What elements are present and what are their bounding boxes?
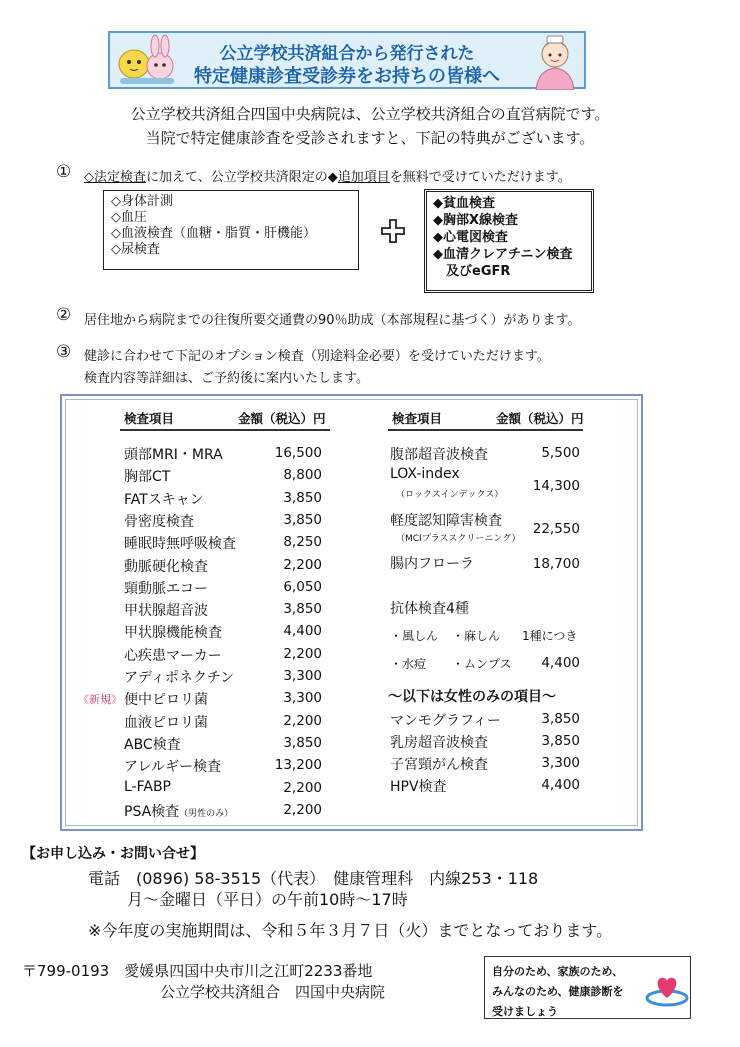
exam-price: 3,300 [283,690,322,706]
antibody-price-note: 1種につき [522,629,578,643]
exam-price: 3,850 [541,711,580,727]
additional-item: ◆心電図検査 [433,230,508,245]
exam-name [124,466,170,486]
standard-items-box [103,190,359,270]
hospital-name: 公立学校共済組合 四国中央病院 [160,983,386,1001]
exam-price: 16,500 [274,445,322,461]
antibody-item: ・麻しん [452,629,501,643]
right-header-rule [388,429,583,431]
right-header-price: 金額（税込）円 [496,411,584,426]
exam-name [124,622,222,642]
exam-price: 18,700 [532,556,580,572]
contact-heading: 【お申し込み・お問い合せ】 [22,846,204,862]
exam-name-text: アレルギー検査 [124,759,222,775]
exam-name: HPV検査 [390,779,447,795]
women-only-title: ～以下は女性のみの項目～ [388,689,556,705]
exam-name [124,667,234,687]
standard-item: ◇血圧 [111,210,147,225]
exam-price: 2,200 [283,557,322,573]
right-header-item: 検査項目 [392,411,443,426]
exam-name [124,645,222,665]
exam-name: 軽度認知障害検査 [390,513,502,529]
exam-name [124,556,208,576]
plus-icon [380,218,406,244]
banner-line-2: 特定健康診査受診券をお持ちの皆様へ [194,66,500,87]
exam-name-text: 頸動脈エコー [124,581,208,597]
exam-name: 腹部超音波検査 [390,447,488,463]
slogan-line-1: 自分のため、家族のため、 [492,965,624,978]
slogan-line-3: 受けましょう [492,1005,558,1018]
exam-price: 2,200 [283,780,322,796]
exam-note: （ロックスインデックス） [396,490,504,500]
antibody-price: 4,400 [541,655,580,671]
exam-name [124,779,171,795]
heart-icon [644,972,690,1010]
exam-name [124,533,236,553]
additional-item: ◆血清クレアチニン検査 [433,247,573,262]
antibody-item: ・水痘 [390,657,427,671]
additional-item: ◆胸部X線検査 [433,213,519,228]
exam-price: 3,300 [283,668,322,684]
banner-line-1: 公立学校共済組合から発行された [219,44,475,64]
exam-price: 8,250 [283,534,322,550]
standard-item: ◇尿検査 [111,242,160,257]
exam-price: 2,200 [283,646,322,662]
standard-item: ◇血液検査（血糖・脂質・肝機能） [111,226,316,241]
left-header-item: 検査項目 [124,411,175,426]
exam-note: （男性のみ） [179,809,234,819]
phone-line: 電話 (0896) 58-3515（代表） 健康管理科 内線253・118 [88,869,539,888]
exam-name: 乳房超音波検査 [390,735,488,751]
exam-name [124,712,208,732]
exam-name-text: 心疾患マーカー [124,648,222,664]
additional-items-box [424,189,594,293]
exam-price: 14,300 [532,478,580,494]
exam-name-text: 血液ピロリ菌 [124,715,208,731]
exam-name-text: 胸部CT [124,469,171,485]
exam-name-text: PSA検査 [124,804,180,820]
exam-name-text: 動脈硬化検査 [124,559,208,575]
exam-name-text: 甲状腺超音波 [124,603,208,619]
exam-price: 3,850 [541,733,580,749]
exam-name: LOX-index [390,466,460,482]
exam-note: （MCIプラススクリーニング） [396,534,521,544]
standard-exam-label: ◇法定検査 [84,170,146,185]
exam-name-text: L-FABP [124,779,171,795]
mascot-characters-icon [112,34,182,86]
exam-price: 3,850 [283,490,322,506]
exam-price: 22,550 [532,521,580,537]
benefit-2-text: 居住地から病院までの往復所要交通費の90％助成（本部規程に基づく）があります。 [84,313,581,328]
exam-name [124,511,194,531]
exam-name-text: 便中ピロリ菌 [124,692,208,708]
exam-price: 5,500 [541,445,580,461]
benefit-3-line-1: 健診に合わせて下記のオプション検査（別途料金必要）を受けていただけます。 [84,349,550,364]
exam-price: 8,800 [283,467,322,483]
exam-price: 3,850 [283,512,322,528]
exam-name [124,444,223,464]
exam-name-text: 骨密度検査 [124,514,194,530]
slogan-line-2: みんなのため、健康診断を [492,985,624,998]
new-badge: 《新規》 [78,693,122,706]
exam-price: 13,200 [274,757,322,773]
exam-name-text: ABC検査 [124,737,181,753]
exam-name [124,489,204,509]
exam-name: マンモグラフィー [390,713,501,729]
exam-price: 4,400 [541,777,580,793]
exam-price: 3,300 [541,755,580,771]
exam-price: 3,850 [283,601,322,617]
benefit-3-number: ③ [56,342,72,362]
benefit-1-number: ① [56,162,72,182]
exam-name [124,689,208,709]
address-line-1: 〒799-0193 愛媛県四国中央市川之江町2233番地 [22,962,373,980]
exam-name [124,578,208,598]
exam-name [124,756,221,776]
exam-name [124,600,208,620]
benefit-2-number: ② [56,305,72,325]
benefit-1-text: ◇法定検査に加えて、公立学校共済限定の◆追加項目を無料で受けていただけます。 [84,170,571,185]
benefit-3-line-2: 検査内容等詳細は、ご予約後に案内いたします。 [84,371,369,386]
exam-name-text: 甲状腺機能検査 [124,625,222,641]
exam-price: 6,050 [283,579,322,595]
nurse-icon [520,30,590,90]
additional-item: ◆貧血検査 [433,196,495,211]
intro-line-1: 公立学校共済組合四国中央病院は、公立学校共済組合の直営病院です。 [130,105,610,123]
additional-item: 及びeGFR [433,264,511,279]
exam-price: 3,850 [283,735,322,751]
exam-name [124,801,233,821]
exam-name [124,734,181,754]
antibody-item: ・風しん [390,629,439,643]
additional-items-label: 追加項目 [337,170,390,185]
standard-item: ◇身体計測 [111,194,173,209]
exam-name-text: 睡眠時無呼吸検査 [124,536,236,552]
hours-line: 月～金曜日（平日）の午前10時～17時 [127,890,408,909]
exam-price: 2,200 [283,802,322,818]
exam-name-text: アディポネクチン [124,670,235,686]
exam-name: 子宮頸がん検査 [390,757,488,773]
intro-line-2: 当院で特定健康診査を受診されますと、下記の特典がございます。 [145,129,595,147]
exam-price: 2,200 [283,713,322,729]
antibody-item: ・ムンプス [452,657,512,671]
left-header-price: 金額（税込）円 [238,411,326,426]
exam-price: 4,400 [283,623,322,639]
exam-name: 腸内フローラ [390,556,474,572]
exam-name-text: FATスキャン [124,492,204,508]
antibody-title: 抗体検査4種 [390,601,469,617]
exam-name-text: 頭部MRI・MRA [124,447,223,463]
period-notice: ※今年度の実施期間は、令和５年３月７日（火）までとなっております。 [88,921,613,940]
left-header-rule [120,429,330,431]
